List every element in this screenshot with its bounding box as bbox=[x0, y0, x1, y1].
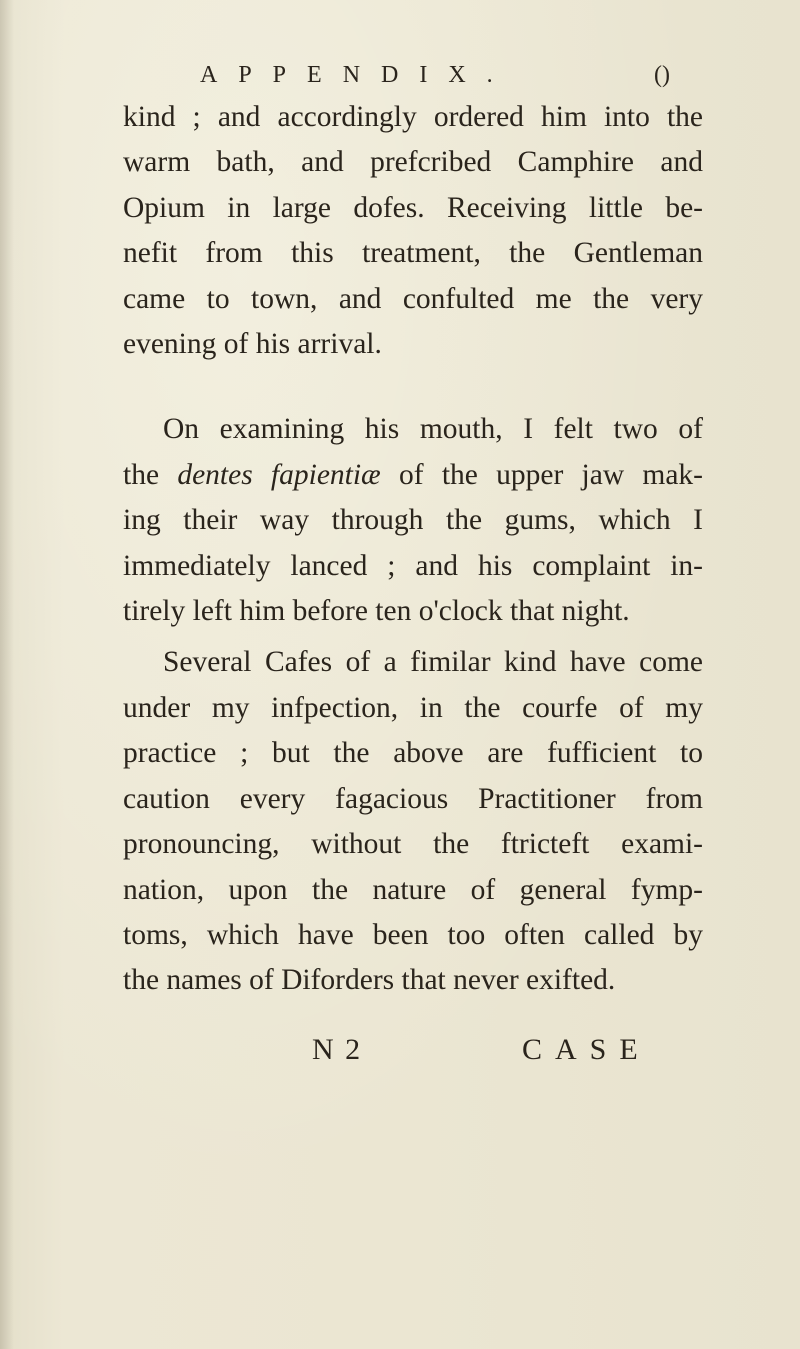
text-line: under my infpection, in the courfe of my bbox=[123, 691, 703, 724]
text-line: caution every fagacious Practitioner from bbox=[123, 782, 703, 815]
page-gutter-shadow bbox=[0, 0, 14, 1349]
text-line: kind ; and accordingly ordered him into the bbox=[123, 101, 703, 133]
text-line: practice ; but the above are fufficient to bbox=[123, 737, 703, 770]
text-line: immediately lanced ; and his complaint in- bbox=[123, 549, 703, 582]
text-line: toms, which have been too often called by bbox=[123, 918, 703, 951]
body-text bbox=[123, 95, 703, 1004]
text-line: tirely left him before ten o'clock that night. bbox=[123, 595, 630, 628]
text-run: the bbox=[123, 458, 160, 491]
text-line: warm bath, and prefcribed Camphire and bbox=[123, 146, 703, 179]
page-number: () bbox=[654, 62, 670, 88]
paragraph-3 bbox=[123, 640, 703, 1003]
text-line: evening of his arrival. bbox=[123, 328, 382, 361]
text-line: nefit from this treatment, the Gentleman bbox=[123, 237, 703, 270]
paragraph-1 bbox=[123, 95, 703, 367]
running-head: APPENDIX. bbox=[200, 62, 514, 88]
latin-term: dentes fapientiæ bbox=[177, 458, 381, 491]
text-line: pronouncing, without the ftricteft exami- bbox=[123, 828, 703, 861]
text-line: On examining his mouth, I felt two of bbox=[163, 413, 703, 446]
text-line: nation, upon the nature of general fymp- bbox=[123, 873, 703, 906]
text-line: came to town, and confulted me the very bbox=[123, 282, 703, 315]
text-line: Opium in large dofes. Receiving little be- bbox=[123, 191, 703, 224]
text-line: Several Cafes of a fimilar kind have come bbox=[163, 646, 703, 679]
paragraph-2 bbox=[123, 407, 703, 634]
text-line: ing their way through the gums, which I bbox=[123, 504, 703, 537]
text-line: the names of Diforders that never exifted. bbox=[123, 964, 616, 997]
catchword: CASE bbox=[522, 1033, 651, 1066]
paragraph-spacer bbox=[123, 367, 703, 407]
signature-mark: N 2 bbox=[312, 1033, 363, 1066]
text-run: of the upper jaw mak- bbox=[399, 458, 704, 491]
page-footer bbox=[0, 1033, 800, 1073]
text-line bbox=[123, 453, 703, 498]
